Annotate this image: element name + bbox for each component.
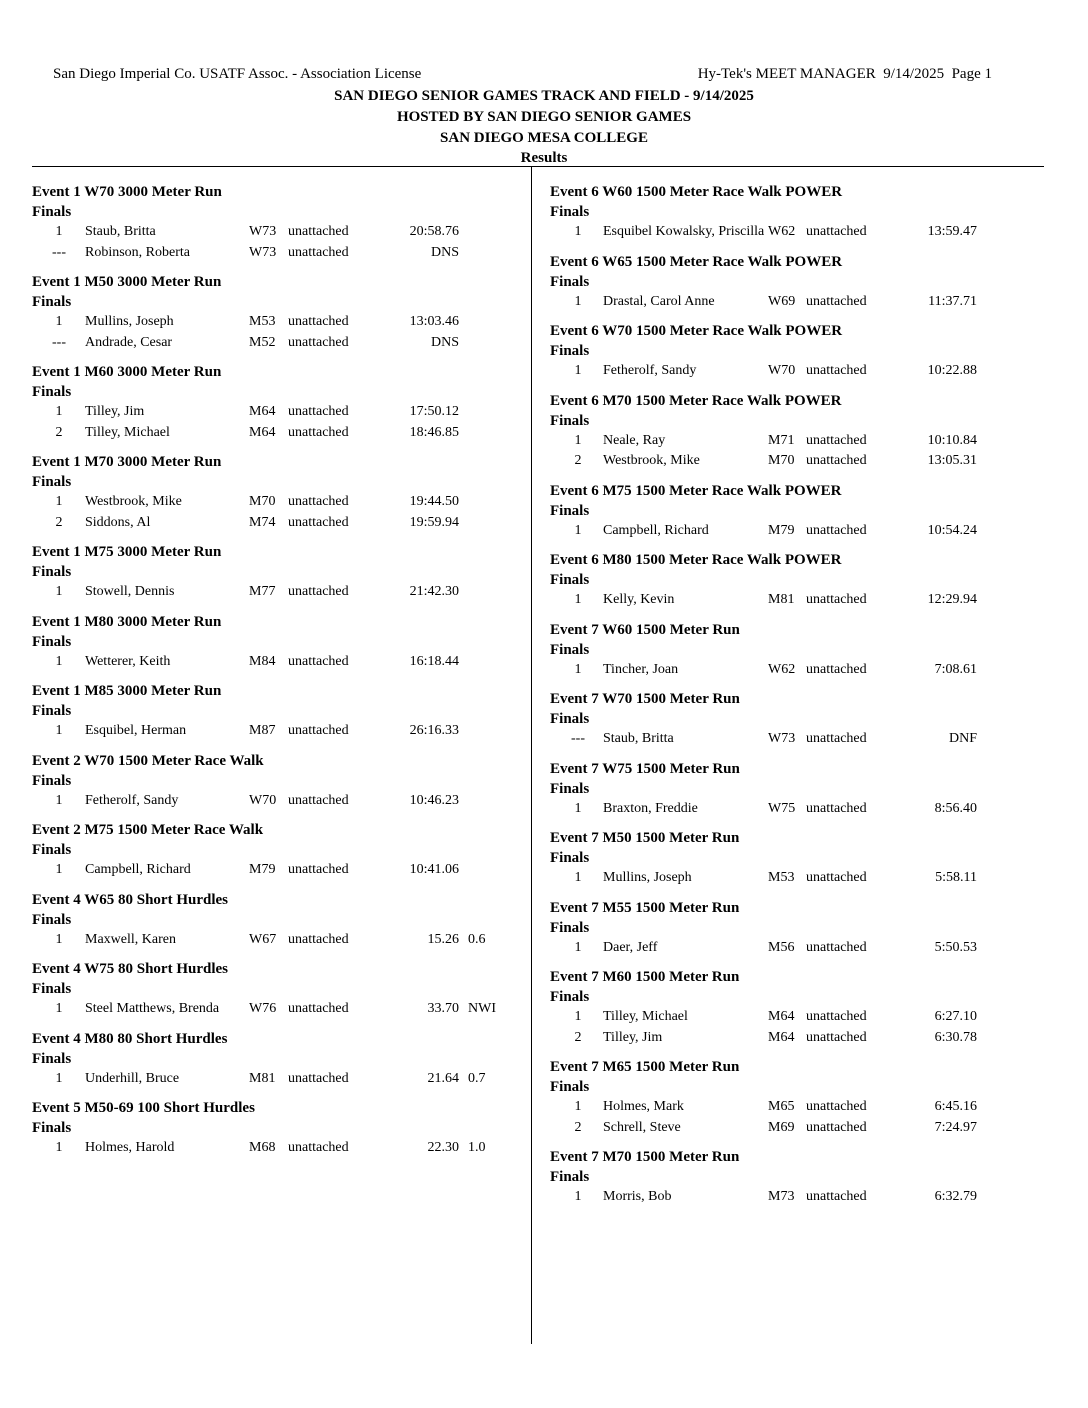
event-title: Event 1 W70 3000 Meter Run	[32, 184, 222, 200]
result-row	[32, 333, 522, 354]
result-row	[32, 1138, 522, 1159]
result-place: 1	[55, 653, 63, 669]
result-age: M65	[768, 1099, 795, 1114]
result-team: unattached	[806, 1119, 867, 1135]
result-name: Westbrook, Mike	[85, 494, 182, 509]
result-age: M77	[249, 584, 276, 599]
event-title: Event 7 M65 1500 Meter Run	[550, 1059, 740, 1075]
event-block	[550, 688, 1030, 750]
event-title: Event 1 M60 3000 Meter Run	[32, 364, 222, 380]
result-team: unattached	[806, 731, 867, 746]
result-mark: DNS	[430, 334, 459, 350]
result-row	[32, 423, 522, 444]
result-mark: 19:59.94	[409, 514, 459, 530]
result-team: unattached	[806, 592, 867, 607]
result-row	[550, 1118, 1030, 1139]
result-row	[550, 1187, 1030, 1208]
result-mark: 22.30	[427, 1140, 459, 1155]
result-place: 1	[574, 661, 582, 677]
round-label: Finals	[32, 772, 72, 789]
round-label: Finals	[550, 1079, 590, 1095]
result-place: 2	[574, 1119, 582, 1135]
meet-venue: SAN DIEGO MESA COLLEGE	[440, 130, 648, 146]
result-row	[32, 860, 522, 881]
result-name: Tilley, Jim	[85, 404, 145, 419]
result-name: Tilley, Michael	[603, 1009, 688, 1024]
result-team: unattached	[288, 653, 349, 669]
result-age: W70	[768, 363, 796, 378]
result-name: Staub, Britta	[85, 224, 156, 239]
result-team: unattached	[288, 514, 349, 530]
result-row	[550, 431, 1030, 452]
result-name: Siddons, Al	[85, 514, 151, 530]
result-place: ---	[52, 334, 66, 350]
result-row	[550, 222, 1030, 243]
result-age: M87	[249, 723, 276, 738]
result-team: unattached	[288, 244, 349, 260]
result-mark: 19:44.50	[409, 494, 459, 509]
result-row	[550, 1097, 1030, 1118]
event-title: Event 7 W60 1500 Meter Run	[550, 621, 740, 638]
result-team: unattached	[806, 224, 867, 239]
result-mark: 10:41.06	[409, 862, 459, 877]
result-row	[550, 729, 1030, 750]
event-block	[550, 320, 1030, 382]
result-mark: 11:37.71	[928, 293, 977, 309]
result-team: unattached	[806, 453, 867, 468]
meet-title: SAN DIEGO SENIOR GAMES TRACK AND FIELD - 9/14/2025	[334, 88, 754, 104]
result-mark: 33.70	[427, 1001, 459, 1016]
result-mark: 8:56.40	[934, 800, 977, 816]
result-row	[550, 361, 1030, 382]
result-name: Daer, Jeff	[603, 939, 658, 955]
event-title: Event 7 W70 1500 Meter Run	[550, 691, 740, 707]
event-title: Event 1 M70 3000 Meter Run	[32, 454, 222, 470]
event-title: Event 6 M70 1500 Meter Race Walk POWER	[550, 392, 842, 409]
result-team: unattached	[806, 522, 867, 538]
result-age: M84	[249, 653, 276, 669]
event-title: Event 2 W70 1500 Meter Race Walk	[32, 752, 264, 769]
result-name: Tilley, Jim	[603, 1029, 663, 1045]
event-title: Event 1 M50 3000 Meter Run	[32, 274, 222, 290]
result-mark: 21:42.30	[409, 584, 459, 599]
result-age: M64	[249, 404, 276, 419]
result-name: Schrell, Steve	[603, 1119, 681, 1135]
result-team: unattached	[806, 432, 867, 448]
result-row	[32, 492, 522, 513]
event-block	[32, 1097, 522, 1159]
header-left: San Diego Imperial Co. USATF Assoc. - Association License	[53, 66, 422, 82]
result-name: Mullins, Joseph	[85, 314, 174, 329]
result-name: Morris, Bob	[603, 1189, 672, 1204]
result-place: 2	[574, 453, 582, 468]
result-place: 1	[55, 224, 63, 239]
result-row	[32, 513, 522, 534]
result-name: Holmes, Harold	[85, 1140, 175, 1155]
event-block	[550, 827, 1030, 889]
right-column	[550, 181, 1030, 1216]
result-name: Holmes, Mark	[603, 1099, 684, 1114]
event-title: Event 6 W60 1500 Meter Race Walk POWER	[550, 184, 843, 200]
result-mark: DNS	[430, 244, 459, 260]
result-age: M56	[768, 939, 795, 955]
result-team: unattached	[806, 661, 867, 677]
result-team: unattached	[288, 334, 349, 350]
result-age: M68	[249, 1140, 276, 1155]
result-place: 1	[55, 1070, 63, 1086]
event-block	[550, 251, 1030, 313]
result-place: 1	[574, 1009, 582, 1024]
result-age: M70	[249, 494, 276, 509]
round-label: Finals	[32, 1120, 72, 1136]
event-title: Event 7 M60 1500 Meter Run	[550, 969, 740, 985]
round-label: Finals	[32, 474, 72, 490]
result-age: M64	[768, 1029, 795, 1045]
result-mark: 10:10.84	[927, 432, 977, 448]
header-right: Hy-Tek's MEET MANAGER 9/14/2025 Page 1	[697, 66, 992, 82]
result-team: unattached	[288, 584, 349, 599]
round-label: Finals	[32, 703, 72, 719]
round-label: Finals	[32, 384, 72, 400]
result-name: Drastal, Carol Anne	[603, 293, 715, 309]
result-row	[550, 799, 1030, 820]
result-mark: 7:08.61	[934, 661, 977, 677]
result-row	[550, 660, 1030, 681]
result-place: 1	[574, 800, 582, 816]
result-row	[32, 222, 522, 243]
event-title: Event 7 M55 1500 Meter Run	[550, 899, 740, 916]
result-wind: NWI	[468, 1001, 496, 1016]
result-mark: 6:45.16	[934, 1099, 977, 1114]
result-age: W70	[249, 792, 277, 808]
event-title: Event 2 M75 1500 Meter Race Walk	[32, 822, 264, 838]
round-label: Finals	[32, 294, 72, 310]
round-label: Finals	[550, 641, 590, 658]
result-place: 1	[574, 293, 582, 309]
round-label: Finals	[550, 273, 590, 290]
result-place: ---	[571, 731, 585, 746]
result-name: Steel Matthews, Brenda	[85, 1001, 220, 1016]
result-team: unattached	[288, 1140, 349, 1155]
result-age: M79	[768, 522, 795, 538]
event-title: Event 1 M80 3000 Meter Run	[32, 613, 222, 630]
result-mark: 15.26	[427, 931, 459, 947]
result-age: M81	[768, 592, 795, 607]
result-place: 1	[574, 592, 582, 607]
result-place: 2	[55, 514, 63, 530]
result-row	[32, 999, 522, 1020]
result-row	[550, 521, 1030, 542]
result-row	[550, 451, 1030, 472]
result-age: W73	[249, 224, 277, 239]
result-age: M81	[249, 1070, 276, 1086]
event-title: Event 7 M50 1500 Meter Run	[550, 830, 740, 846]
result-team: unattached	[288, 862, 349, 877]
round-label: Finals	[550, 572, 590, 588]
result-row	[550, 292, 1030, 313]
event-block	[550, 1056, 1030, 1138]
result-mark: 13:05.31	[927, 453, 977, 468]
result-place: 1	[55, 792, 63, 808]
result-mark: 21.64	[427, 1070, 459, 1086]
result-name: Fetherolf, Sandy	[603, 363, 697, 378]
result-team: unattached	[806, 1029, 867, 1045]
result-row	[32, 721, 522, 742]
round-label: Finals	[32, 204, 72, 220]
result-mark: 6:30.78	[934, 1029, 977, 1045]
result-name: Mullins, Joseph	[603, 870, 692, 885]
result-row	[32, 791, 522, 812]
result-mark: 6:32.79	[934, 1189, 977, 1204]
result-row	[550, 590, 1030, 611]
result-place: 1	[574, 432, 582, 448]
result-age: M79	[249, 862, 276, 877]
result-row	[550, 1007, 1030, 1028]
result-team: unattached	[288, 424, 349, 440]
event-title: Event 6 W65 1500 Meter Race Walk POWER	[550, 253, 843, 270]
event-block	[32, 361, 522, 443]
result-row	[32, 312, 522, 333]
event-title: Event 7 W75 1500 Meter Run	[550, 760, 740, 777]
header-divider	[32, 166, 1044, 167]
result-mark: 12:29.94	[927, 592, 977, 607]
result-team: unattached	[288, 494, 349, 509]
event-block	[32, 958, 522, 1020]
event-block	[32, 181, 522, 263]
result-place: 1	[574, 1189, 582, 1204]
result-row	[550, 938, 1030, 959]
result-wind: 1.0	[468, 1140, 486, 1155]
result-age: W62	[768, 661, 796, 677]
result-team: unattached	[806, 1099, 867, 1114]
result-row	[32, 402, 522, 423]
result-team: unattached	[806, 363, 867, 378]
left-column	[32, 181, 522, 1167]
event-block	[32, 889, 522, 951]
result-age: M64	[768, 1009, 795, 1024]
result-row	[32, 243, 522, 264]
round-label: Finals	[550, 711, 590, 727]
result-row	[32, 930, 522, 951]
event-block	[550, 1146, 1030, 1208]
result-age: W69	[768, 293, 796, 309]
result-place: 2	[55, 424, 63, 440]
round-label: Finals	[550, 1169, 590, 1185]
result-mark: 26:16.33	[409, 723, 459, 738]
result-row	[32, 652, 522, 673]
result-age: M53	[768, 870, 795, 885]
event-block	[32, 271, 522, 353]
result-team: unattached	[288, 931, 349, 947]
result-mark: 6:27.10	[934, 1009, 977, 1024]
result-name: Neale, Ray	[603, 432, 666, 448]
result-place: 1	[574, 870, 582, 885]
round-label: Finals	[550, 780, 590, 797]
result-mark: 5:50.53	[934, 939, 977, 955]
result-mark: 17:50.12	[409, 404, 459, 419]
event-title: Event 7 M70 1500 Meter Run	[550, 1149, 740, 1165]
result-place: 1	[55, 494, 63, 509]
result-place: 1	[55, 1140, 63, 1155]
round-label: Finals	[32, 564, 72, 580]
round-label: Finals	[550, 343, 590, 359]
result-row	[32, 1069, 522, 1090]
result-place: 1	[55, 404, 63, 419]
event-title: Event 6 W70 1500 Meter Race Walk POWER	[550, 323, 843, 339]
result-place: 1	[574, 224, 582, 239]
round-label: Finals	[32, 981, 72, 997]
result-place: 2	[574, 1029, 582, 1045]
result-place: 1	[55, 723, 63, 738]
event-block	[32, 819, 522, 881]
result-place: 1	[55, 1001, 63, 1016]
event-title: Event 1 M85 3000 Meter Run	[32, 683, 222, 699]
result-mark: 10:22.88	[927, 363, 977, 378]
event-block	[550, 390, 1030, 472]
event-block	[550, 758, 1030, 820]
result-age: W67	[249, 931, 277, 947]
column-divider	[531, 167, 532, 1344]
result-team: unattached	[288, 723, 349, 738]
result-row	[32, 582, 522, 603]
event-title: Event 4 W65 80 Short Hurdles	[32, 891, 228, 908]
result-age: W62	[768, 224, 796, 239]
result-team: unattached	[806, 293, 867, 309]
result-name: Campbell, Richard	[603, 522, 709, 538]
event-title: Event 1 M75 3000 Meter Run	[32, 544, 222, 560]
round-label: Finals	[550, 989, 590, 1005]
result-name: Maxwell, Karen	[85, 931, 176, 947]
round-label: Finals	[32, 842, 72, 858]
event-title: Event 6 M75 1500 Meter Race Walk POWER	[550, 482, 842, 499]
result-name: Stowell, Dennis	[85, 584, 175, 599]
event-title: Event 4 M80 80 Short Hurdles	[32, 1030, 228, 1047]
result-name: Braxton, Freddie	[603, 800, 698, 816]
event-block	[550, 181, 1030, 243]
result-mark: 7:24.97	[934, 1119, 977, 1135]
event-block	[550, 897, 1030, 959]
event-block	[550, 549, 1030, 611]
result-team: unattached	[806, 800, 867, 816]
result-mark: 10:46.23	[409, 792, 459, 808]
result-name: Esquibel, Herman	[85, 723, 187, 738]
result-team: unattached	[806, 870, 867, 885]
meet-host: HOSTED BY SAN DIEGO SENIOR GAMES	[396, 109, 692, 125]
result-name: Andrade, Cesar	[85, 334, 173, 350]
event-title: Event 4 W75 80 Short Hurdles	[32, 961, 228, 977]
result-team: unattached	[806, 1009, 867, 1024]
event-block	[550, 619, 1030, 681]
result-age: W73	[768, 731, 796, 746]
result-age: M69	[768, 1119, 795, 1135]
result-name: Robinson, Roberta	[85, 244, 190, 260]
result-wind: 0.6	[468, 931, 486, 947]
result-mark: 13:59.47	[927, 224, 977, 239]
result-mark: 20:58.76	[409, 224, 459, 239]
event-block	[550, 480, 1030, 542]
round-label: Finals	[550, 412, 590, 429]
result-mark: 5:58.11	[935, 870, 977, 885]
result-age: M53	[249, 314, 276, 329]
result-team: unattached	[288, 314, 349, 329]
event-title: Event 5 M50-69 100 Short Hurdles	[32, 1100, 255, 1116]
round-label: Finals	[32, 911, 72, 928]
round-label: Finals	[550, 919, 590, 936]
event-title: Event 6 M80 1500 Meter Race Walk POWER	[550, 552, 842, 568]
result-age: W73	[249, 244, 277, 260]
result-mark: 16:18.44	[409, 653, 459, 669]
result-age: M74	[249, 514, 276, 530]
result-team: unattached	[806, 939, 867, 955]
result-age: W75	[768, 800, 796, 816]
result-name: Kelly, Kevin	[603, 592, 675, 607]
result-team: unattached	[288, 404, 349, 419]
result-age: W76	[249, 1001, 277, 1016]
result-mark: 18:46.85	[409, 424, 459, 440]
event-block	[550, 966, 1030, 1048]
result-mark: DNF	[948, 731, 977, 746]
event-block	[32, 750, 522, 812]
result-age: M71	[768, 432, 795, 448]
round-label: Finals	[32, 1050, 72, 1067]
results-heading: Results	[520, 150, 568, 166]
result-name: Fetherolf, Sandy	[85, 792, 179, 808]
round-label: Finals	[550, 204, 590, 220]
result-age: M70	[768, 453, 795, 468]
result-name: Staub, Britta	[603, 731, 674, 746]
result-mark: 13:03.46	[409, 314, 459, 329]
event-block	[32, 611, 522, 673]
event-block	[32, 451, 522, 533]
result-name: Esquibel Kowalsky, Priscilla	[603, 224, 765, 239]
result-team: unattached	[288, 792, 349, 808]
event-block	[32, 541, 522, 603]
result-age: M73	[768, 1189, 795, 1204]
event-block	[32, 680, 522, 742]
result-name: Wetterer, Keith	[85, 653, 171, 669]
result-name: Tincher, Joan	[603, 661, 679, 677]
event-block	[32, 1028, 522, 1090]
result-mark: 10:54.24	[927, 522, 977, 538]
result-place: 1	[55, 584, 63, 599]
result-place: 1	[55, 862, 63, 877]
result-team: unattached	[288, 1070, 349, 1086]
result-place: 1	[574, 522, 582, 538]
result-name: Westbrook, Mike	[603, 453, 700, 468]
result-row	[550, 1028, 1030, 1049]
result-team: unattached	[288, 1001, 349, 1016]
result-team: unattached	[806, 1189, 867, 1204]
result-place: 1	[574, 939, 582, 955]
result-team: unattached	[288, 224, 349, 239]
result-place: 1	[55, 931, 63, 947]
result-row	[550, 868, 1030, 889]
round-label: Finals	[550, 502, 590, 519]
result-place: 1	[55, 314, 63, 329]
result-name: Tilley, Michael	[85, 424, 170, 440]
round-label: Finals	[32, 633, 72, 650]
result-place: 1	[574, 363, 582, 378]
result-name: Campbell, Richard	[85, 862, 191, 877]
result-age: M52	[249, 334, 276, 350]
result-place: ---	[52, 244, 66, 260]
result-name: Underhill, Bruce	[85, 1070, 180, 1086]
result-place: 1	[574, 1099, 582, 1114]
result-wind: 0.7	[468, 1070, 486, 1086]
result-age: M64	[249, 424, 276, 440]
round-label: Finals	[550, 850, 590, 866]
